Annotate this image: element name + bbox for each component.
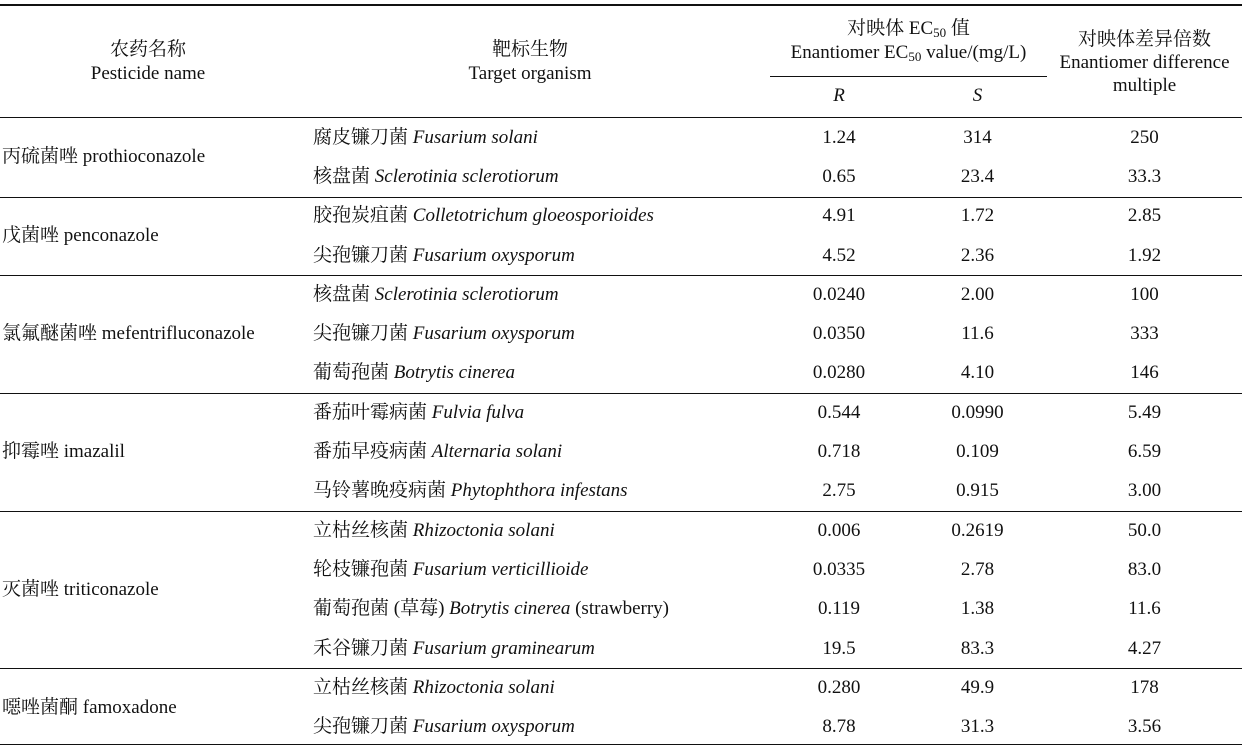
ec50-s-value: 31.3 bbox=[960, 716, 995, 738]
ec50-s-value: 2.00 bbox=[960, 283, 995, 305]
pesticide-name: 抑霉唑 imazalil bbox=[2, 441, 125, 463]
ec50-subheader-rule bbox=[770, 76, 1047, 77]
ec50-s-value: 2.36 bbox=[960, 244, 995, 266]
pesticide-name: 灭菌唑 triticonazole bbox=[2, 578, 159, 600]
pesticide-name: 丙硫菌唑 prothioconazole bbox=[2, 146, 206, 168]
difference-value: 50.0 bbox=[1127, 519, 1162, 541]
target-cn-name: 尖孢镰刀菌 bbox=[313, 323, 413, 345]
target-organism bbox=[313, 167, 559, 186]
ec50-s-value: 0.109 bbox=[956, 441, 999, 463]
target-cn-name: 禾谷镰刀菌 bbox=[313, 637, 413, 659]
pesticide-name: 戊菌唑 penconazole bbox=[2, 224, 159, 246]
group-separator-rule bbox=[0, 511, 1242, 512]
target-cn-name: 葡萄孢菌 bbox=[313, 362, 394, 384]
target-cn-name: 立枯丝核菌 bbox=[313, 676, 413, 698]
top-rule bbox=[0, 4, 1242, 6]
bottom-rule bbox=[0, 744, 1242, 745]
ec50-r-value: 0.718 bbox=[817, 441, 861, 463]
header-diff-cn: 对映体差异倍数 bbox=[1077, 29, 1211, 50]
group-separator-rule bbox=[0, 197, 1242, 198]
difference-value: 3.56 bbox=[1127, 716, 1162, 738]
header-bottom-rule bbox=[0, 117, 1242, 118]
target-scientific-name: Fusarium oxysporum bbox=[412, 323, 575, 345]
target-cn-name: 腐皮镰刀菌 bbox=[313, 126, 413, 148]
target-cn-name: 胶孢炭疽菌 bbox=[313, 205, 413, 227]
header-pesticide-en: Pesticide name bbox=[90, 63, 206, 84]
difference-value: 83.0 bbox=[1127, 558, 1162, 580]
target-scientific-name: Sclerotinia sclerotiorum bbox=[374, 283, 559, 305]
pesticide-name: 氯氟醚菌唑 mefentrifluconazole bbox=[2, 323, 255, 345]
difference-value: 5.49 bbox=[1127, 401, 1162, 423]
target-scientific-name: Fulvia fulva bbox=[431, 401, 525, 423]
ec50-r-value: 8.78 bbox=[822, 716, 856, 738]
target-scientific-name: Botrytis cinerea bbox=[393, 362, 515, 384]
ec50-r-value: 0.119 bbox=[817, 598, 861, 620]
target-organism bbox=[313, 599, 669, 618]
target-organism bbox=[313, 639, 595, 658]
target-organism bbox=[313, 403, 524, 422]
target-scientific-name: Fusarium graminearum bbox=[412, 637, 595, 659]
target-scientific-name: Alternaria solani bbox=[431, 441, 563, 463]
difference-value: 6.59 bbox=[1127, 441, 1162, 463]
difference-value: 100 bbox=[1130, 283, 1159, 305]
target-cn-name: 尖孢镰刀菌 bbox=[313, 244, 413, 266]
ec50-s-value: 2.78 bbox=[960, 558, 995, 580]
target-scientific-name: Sclerotinia sclerotiorum bbox=[374, 165, 559, 187]
difference-value: 250 bbox=[1130, 126, 1159, 148]
target-cn-name: 核盘菌 bbox=[313, 165, 375, 187]
group-separator-rule bbox=[0, 668, 1242, 669]
target-cn-name: 尖孢镰刀菌 bbox=[313, 716, 413, 738]
target-organism bbox=[313, 128, 538, 147]
target-scientific-name: Rhizoctonia solani bbox=[412, 676, 555, 698]
target-cn-name: 轮枝镰孢菌 bbox=[313, 558, 413, 580]
target-scientific-name: Fusarium verticillioide bbox=[412, 558, 589, 580]
ec50-r-value: 0.544 bbox=[817, 401, 861, 423]
target-scientific-name: Fusarium oxysporum bbox=[412, 244, 575, 266]
target-organism bbox=[313, 560, 589, 579]
ec50-r-value: 0.65 bbox=[822, 165, 856, 187]
target-cn-name: 立枯丝核菌 bbox=[313, 519, 413, 541]
target-scientific-name: Fusarium solani bbox=[412, 126, 538, 148]
ec50-r-value: 0.0240 bbox=[812, 283, 866, 305]
difference-value: 2.85 bbox=[1127, 205, 1162, 227]
difference-value: 3.00 bbox=[1127, 480, 1162, 502]
header-target-en: Target organism bbox=[468, 63, 592, 84]
ec50-r-value: 0.006 bbox=[817, 519, 861, 541]
ec50-s-value: 1.38 bbox=[960, 598, 995, 620]
pesticide-name: 噁唑菌酮 famoxadone bbox=[2, 696, 177, 718]
ec50-r-value: 19.5 bbox=[822, 637, 856, 659]
target-organism bbox=[313, 285, 559, 304]
difference-value: 1.92 bbox=[1127, 244, 1162, 266]
ec50-r-value: 4.91 bbox=[822, 205, 856, 227]
ec50-r-value: 0.0350 bbox=[812, 323, 866, 345]
header-pesticide-cn: 农药名称 bbox=[109, 39, 186, 60]
target-organism bbox=[313, 206, 654, 225]
ec50-r-value: 0.0335 bbox=[812, 558, 866, 580]
target-cn-name: 番茄早疫病菌 bbox=[313, 441, 432, 463]
header-diff-en-1: Enantiomer difference bbox=[1059, 52, 1230, 73]
target-organism bbox=[313, 481, 628, 500]
target-cn-name: 马铃薯晚疫病菌 bbox=[313, 480, 451, 502]
difference-value: 4.27 bbox=[1127, 637, 1162, 659]
ec50-s-value: 0.2619 bbox=[951, 519, 1004, 541]
target-organism bbox=[313, 521, 555, 540]
target-cn-name: 番茄叶霉病菌 bbox=[313, 401, 432, 423]
target-organism bbox=[313, 246, 575, 265]
header-ec50-en: Enantiomer $EC_{50}$ value/(mg/L) bbox=[790, 42, 1027, 64]
target-extra-note: (strawberry) bbox=[570, 598, 669, 620]
target-cn-name: 核盘菌 bbox=[313, 283, 375, 305]
target-scientific-name: Rhizoctonia solani bbox=[412, 519, 555, 541]
ec50-s-value: 23.4 bbox=[960, 165, 995, 187]
target-scientific-name: Phytophthora infestans bbox=[450, 480, 628, 502]
ec50-s-value: 314 bbox=[963, 126, 992, 148]
ec50-r-value: 1.24 bbox=[822, 126, 856, 148]
ec50-s-value: 0.915 bbox=[956, 480, 999, 502]
difference-value: 333 bbox=[1130, 323, 1159, 345]
header-ec50-cn: 对映体 $EC_{50}$ 值 bbox=[847, 18, 970, 40]
header-s: S bbox=[972, 85, 983, 106]
header-diff-en-2: multiple bbox=[1112, 75, 1177, 96]
ec50-r-value: 2.75 bbox=[822, 480, 856, 502]
difference-value: 178 bbox=[1130, 676, 1159, 698]
group-separator-rule bbox=[0, 393, 1242, 394]
ec50-s-value: 1.72 bbox=[960, 205, 995, 227]
target-organism bbox=[313, 324, 575, 343]
target-organism bbox=[313, 442, 562, 461]
difference-value: 11.6 bbox=[1128, 598, 1161, 620]
target-scientific-name: Botrytis cinerea bbox=[449, 598, 571, 620]
group-separator-rule bbox=[0, 275, 1242, 276]
ec50-r-value: 4.52 bbox=[822, 244, 856, 266]
target-scientific-name: Fusarium oxysporum bbox=[412, 716, 575, 738]
ec50-r-value: 0.0280 bbox=[812, 362, 866, 384]
ec50-r-value: 0.280 bbox=[817, 676, 861, 698]
header-r: R bbox=[833, 85, 845, 106]
target-organism bbox=[313, 678, 555, 697]
ec50-s-value: 0.0990 bbox=[951, 401, 1004, 423]
ec50-s-value: 83.3 bbox=[960, 637, 995, 659]
ec50-s-value: 11.6 bbox=[961, 323, 994, 345]
header-target-cn: 靶标生物 bbox=[491, 39, 568, 60]
ec50-s-value: 4.10 bbox=[960, 362, 995, 384]
difference-value: 33.3 bbox=[1127, 165, 1162, 187]
target-organism bbox=[313, 363, 515, 382]
difference-value: 146 bbox=[1130, 362, 1159, 384]
target-organism bbox=[313, 717, 575, 736]
target-scientific-name: Colletotrichum gloeosporioides bbox=[412, 205, 654, 227]
target-cn-name: 葡萄孢菌 (草莓) bbox=[313, 598, 450, 620]
ec50-s-value: 49.9 bbox=[960, 676, 995, 698]
